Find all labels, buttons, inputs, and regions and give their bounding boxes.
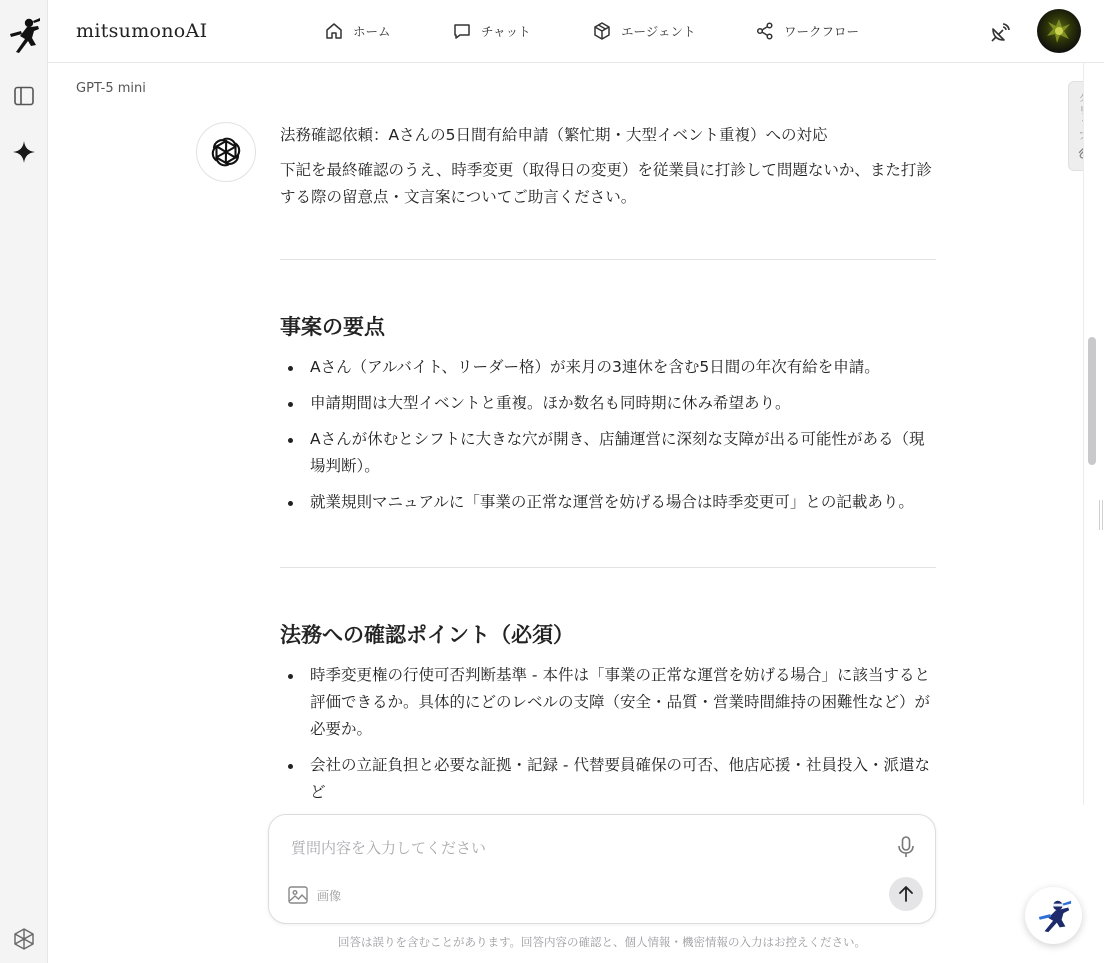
- sidebar-toggle-icon[interactable]: [10, 82, 38, 110]
- box-icon: [592, 21, 612, 41]
- brand-name[interactable]: mitsumonoAI: [76, 20, 208, 42]
- nav-agent-label: エージェント: [621, 24, 696, 39]
- scrollbar-thumb[interactable]: [1088, 337, 1096, 465]
- send-button[interactable]: [889, 877, 923, 911]
- model-label: GPT-5 mini: [76, 81, 146, 96]
- openai-logo-icon: [207, 133, 245, 171]
- left-rail: [0, 0, 48, 963]
- disclaimer-text: 回答は誤りを含むことがあります。回答内容の確認と、個人情報・機密情報の入力はお控えください。: [337, 935, 867, 949]
- section-heading: 事案の要点: [280, 315, 385, 339]
- chat-input[interactable]: [291, 835, 871, 861]
- image-upload-label: 画像: [317, 888, 342, 903]
- nav-chat-label: チャット: [481, 24, 531, 39]
- nav-chat[interactable]: [452, 18, 531, 44]
- sparkle-icon[interactable]: [10, 138, 38, 166]
- resize-handle[interactable]: [1099, 500, 1103, 530]
- image-upload-button[interactable]: [287, 883, 341, 907]
- ninja-mascot-icon: [1035, 897, 1073, 935]
- nav-home[interactable]: [324, 18, 391, 44]
- user-avatar[interactable]: [1037, 9, 1081, 53]
- section-list: [280, 354, 936, 516]
- arrow-up-icon: [896, 884, 916, 904]
- list-item: 申請期間は大型イベントと重複。ほか数名も同時期に休み希望あり。: [280, 390, 936, 417]
- message-title: 法務確認依頼：Aさんの5日間有給申請（繁忙期・大型イベント重複）への対応: [280, 126, 828, 144]
- nav-home-label: ホーム: [353, 24, 391, 39]
- chat-icon: [452, 21, 472, 41]
- assistant-avatar: [196, 122, 256, 182]
- assistant-helper-button[interactable]: [1025, 887, 1082, 944]
- cube-network-icon[interactable]: [10, 925, 38, 953]
- nav-agent[interactable]: [592, 18, 696, 44]
- divider: [280, 567, 936, 568]
- assistant-message: [280, 122, 936, 805]
- message-body: 下記を最終確認のうえ、時季変更（取得日の変更）を従業員に打診して問題ないか、また打診する際の留意点・文言案についてご助言ください。: [280, 161, 932, 206]
- share-nodes-icon: [755, 21, 775, 41]
- microphone-icon[interactable]: [895, 835, 917, 859]
- image-icon: [287, 884, 309, 906]
- satellite-dish-icon[interactable]: [988, 19, 1014, 45]
- ninja-logo-icon[interactable]: [7, 16, 41, 54]
- divider: [280, 259, 936, 260]
- nav-workflow-label: ワークフロー: [784, 24, 860, 39]
- section-list: [280, 662, 936, 805]
- list-item: Aさんが休むとシフトに大きな穴が開き、店舗運営に深刻な支障が出る可能性がある（現場判断）。: [280, 426, 936, 480]
- list-item: 会社の立証負担と必要な証拠・記録 - 代替要員確保の可否、他店応援・社員投入・派遣など: [280, 752, 936, 805]
- chat-composer: [268, 814, 936, 924]
- list-item: 時季変更権の行使可否判断基準 - 本件は「事業の正常な運営を妨げる場合」に該当すると評価できるか。具体的にどのレベルの支障（安全・品質・営業時間維持の困難性など）が必要か。: [280, 662, 936, 743]
- top-header: [48, 0, 1104, 63]
- home-icon: [324, 21, 344, 41]
- nav-workflow[interactable]: [755, 18, 859, 44]
- section-heading: 法務への確認ポイント（必須）: [280, 623, 574, 647]
- list-item: 就業規則マニュアルに「事業の正常な運営を妨げる場合は時季変更可」との記載あり。: [280, 489, 936, 516]
- list-item: Aさん（アルバイト、リーダー格）が来月の3連休を含む5日間の年次有給を申請。: [280, 354, 936, 381]
